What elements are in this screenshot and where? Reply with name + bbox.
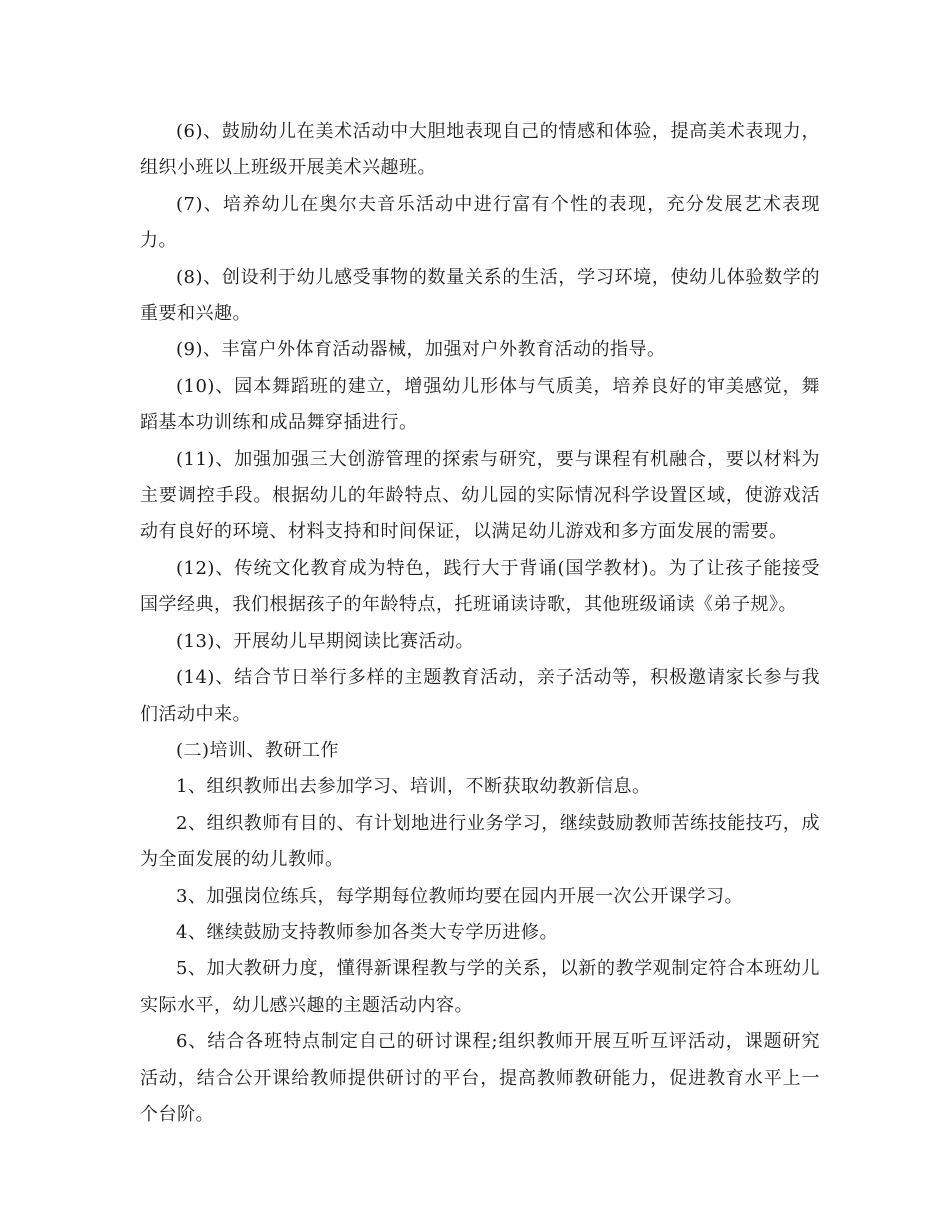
training-item-1: 1、组织教师出去参加学习、培训，不断获取幼教新信息。 <box>176 776 651 798</box>
paragraph-7: (7)、培养幼儿在奥尔夫音乐活动中进行富有个性的表现，充分发展艺术表现力。 <box>140 193 820 252</box>
paragraph-10: (10)、园本舞蹈班的建立，增强幼儿形体与气质美，培养良好的审美感觉，舞蹈基本功训练和成品舞穿插进行。 <box>140 375 820 434</box>
paragraph-11: (11)、加强加强三大创游管理的探索与研究，要与课程有机融合，要以材料为主要调控手段。根据幼儿的年龄特点、幼儿园的实际情况科学设置区域，使游戏活动有良好的环境、材料支持和时间保证，以满足幼儿游戏和多方面发展的需要。 <box>140 448 820 543</box>
paragraph-14: (14)、结合节日举行多样的主题教育活动，亲子活动等，积极邀请家长参与我们活动中来。 <box>140 667 820 725</box>
training-item-6: 6、结合各班特点制定自己的研讨课程;组织教师开展互听互评活动，课题研究活动，结合公开课给教师提供研讨的平台，提高教师教研能力，促进教育水平上一个台阶。 <box>140 1031 820 1125</box>
paragraph-6: (6)、鼓励幼儿在美术活动中大胆地表现自己的情感和体验，提高美术表现力，组织小班以上班级开展美术兴趣班。 <box>140 121 820 179</box>
paragraph-12: (12)、传统文化教育成为特色，践行大于背诵(国学教材)。为了让孩子能接受国学经典，我们根据孩子的年龄特点，托班诵读诗歌，其他班级诵读《弟子规》。 <box>140 557 820 616</box>
training-item-3: 3、加强岗位练兵，每学期每位教师均要在园内开展一次公开课学习。 <box>176 885 743 907</box>
training-item-2: 2、组织教师有目的、有计划地进行业务学习，继续鼓励教师苦练技能技巧，成为全面发展的幼儿教师。 <box>140 812 820 871</box>
section-heading-training: (二)培训、教研工作 <box>176 739 340 761</box>
paragraph-9: (9)、丰富户外体育活动器械，加强对户外教育活动的指导。 <box>176 339 666 361</box>
training-item-5: 5、加大教研力度，懂得新课程教与学的关系，以新的教学观制定符合本班幼儿实际水平，幼儿感兴趣的主题活动内容。 <box>140 958 820 1016</box>
training-item-4: 4、继续鼓励支持教师参加各类大专学历进修。 <box>176 921 558 943</box>
document-page <box>140 114 820 1133</box>
paragraph-13: (13)、开展幼儿早期阅读比赛活动。 <box>176 630 474 652</box>
paragraph-8: (8)、创设利于幼儿感受事物的数量关系的生活，学习环境，使幼儿体验数学的重要和兴趣。 <box>140 266 820 325</box>
